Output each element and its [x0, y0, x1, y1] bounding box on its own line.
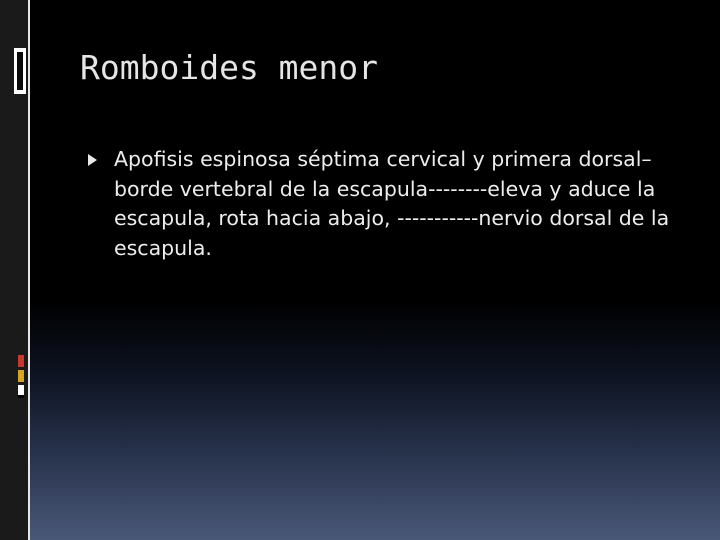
accent-stripe-gold	[18, 370, 24, 382]
slide-title: Romboides menor	[80, 48, 379, 87]
accent-stripe-white	[18, 385, 24, 395]
title-accent-marker-fill	[17, 52, 23, 90]
accent-stripe-red	[18, 355, 24, 367]
accent-stripe-black	[18, 395, 24, 398]
bullet-text: Apofisis espinosa séptima cervical y primera dorsal– borde vertebral de la escapula--------eleva y aduce la escapula, rota hacia abajo, -----------nervio dorsal de la escapula.	[114, 147, 670, 260]
background-gradient	[30, 300, 720, 540]
bullet-item	[88, 145, 688, 263]
triangle-bullet-icon	[88, 154, 97, 166]
bullet-list	[88, 145, 688, 263]
